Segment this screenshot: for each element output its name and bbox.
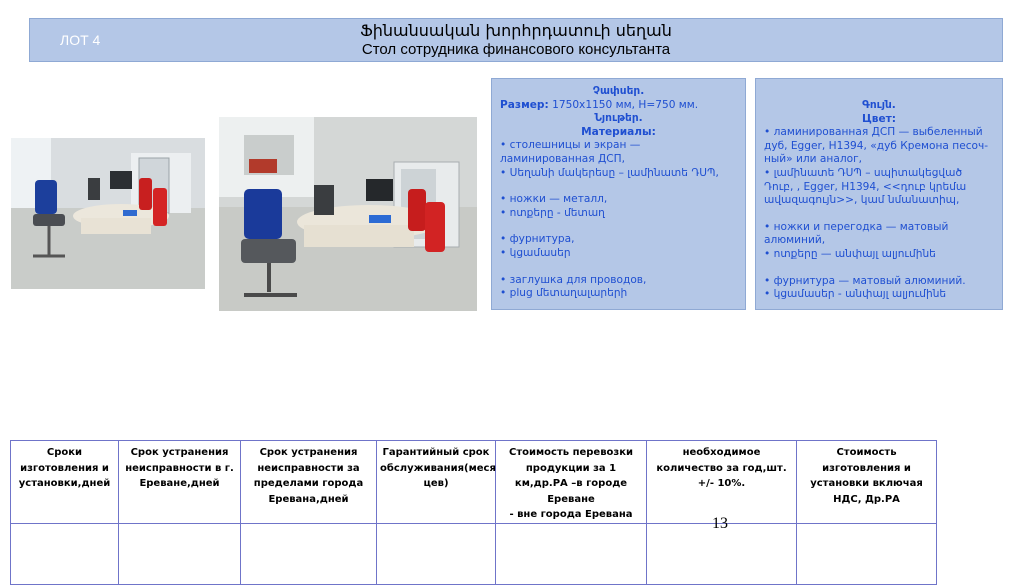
lot-label: ЛОТ 4 bbox=[60, 32, 101, 48]
material-line: • կցամասեր bbox=[500, 246, 571, 259]
material-line: • фурнитура, bbox=[500, 233, 575, 246]
material-heading-russian: Материалы: bbox=[581, 125, 656, 138]
color-line: • ламинированная ДСП — выбеленный дуб, Egger, H1394, «дуб Кремона песоч-ный» или аналог, bbox=[764, 126, 989, 166]
size-line bbox=[500, 99, 737, 113]
size-heading-armenian: Չափսեր. bbox=[592, 85, 645, 97]
material-line: • Սեղանի մակերեսը – լամինատե ԴՍՊ, bbox=[500, 166, 719, 179]
col-header-quantity: необходимое количество за год,шт. +/- 10%. bbox=[647, 441, 797, 524]
table-header-row bbox=[11, 441, 937, 524]
desk-photo-small bbox=[11, 138, 205, 289]
table-cell[interactable] bbox=[496, 523, 647, 584]
color-line: • կցամասեր - անփայլ ալյումինե bbox=[764, 288, 947, 301]
col-header-repair-yerevan: Срок устранения неисправности в г. Ереване,дней bbox=[119, 441, 241, 524]
desk-photo-large bbox=[219, 117, 477, 311]
col-header-transport-cost: Стоимость перевозки продукции за 1 км,др.РА –в городе Ереване - вне города Еревана bbox=[496, 441, 647, 524]
col-header-warranty: Гарантийный срок обслуживания(меся цев) bbox=[377, 441, 496, 524]
size-value: 1750х1150 мм, Н=750 мм. bbox=[548, 98, 699, 111]
color-line: • լամինատե ԴՍՊ – սպիտակեցված Դուբ, , Egger, H1394, <<դուբ կրեմա ավազագույն>>, կամ նմանատիպ, bbox=[764, 166, 967, 207]
title-russian: Стол сотрудника финансового консультанта bbox=[361, 41, 671, 58]
material-line: • plug մետաղալարերի bbox=[500, 287, 628, 300]
material-line: • ножки — металл, bbox=[500, 193, 608, 206]
color-line: • ոտքերը — անփայլ ալյումինե bbox=[764, 247, 936, 260]
color-heading-armenian: Գույն. bbox=[862, 99, 896, 111]
table-cell[interactable] bbox=[11, 523, 119, 584]
table-cell[interactable] bbox=[797, 523, 937, 584]
color-box bbox=[755, 78, 1003, 310]
table-cell[interactable] bbox=[119, 523, 241, 584]
title-armenian: Ֆինանսական խորհրդատուի սեղան bbox=[360, 21, 672, 40]
specs-table bbox=[10, 440, 937, 585]
material-line: • столешницы и экран — ламинированная ДСП, bbox=[500, 139, 641, 165]
dimensions-materials-box bbox=[491, 78, 746, 310]
size-label: Размер: bbox=[500, 98, 549, 111]
lot-header bbox=[29, 18, 1003, 62]
table-cell[interactable] bbox=[241, 523, 377, 584]
col-header-repair-outside: Срок устранения неисправности за пределами города Еревана,дней bbox=[241, 441, 377, 524]
table-row bbox=[11, 523, 937, 584]
table-cell[interactable] bbox=[377, 523, 496, 584]
color-line: • ножки и перегодка — матовый алюминий, bbox=[764, 220, 949, 247]
color-heading-russian: Цвет: bbox=[861, 112, 897, 125]
material-line: • ոտքերը - մետաղ bbox=[500, 206, 605, 219]
page-title bbox=[30, 21, 1002, 59]
col-header-total-cost: Стоимость изготовления и установки включая НДС, Др.РА bbox=[797, 441, 937, 524]
page-number: 13 bbox=[712, 515, 728, 532]
col-header-production-time: Сроки изготовления и установки,дней bbox=[11, 441, 119, 524]
color-line: • фурнитура — матовый алюминий. bbox=[764, 274, 966, 287]
material-line: • заглушка для проводов, bbox=[500, 273, 647, 286]
material-heading-armenian: Նյութեր. bbox=[594, 112, 643, 125]
